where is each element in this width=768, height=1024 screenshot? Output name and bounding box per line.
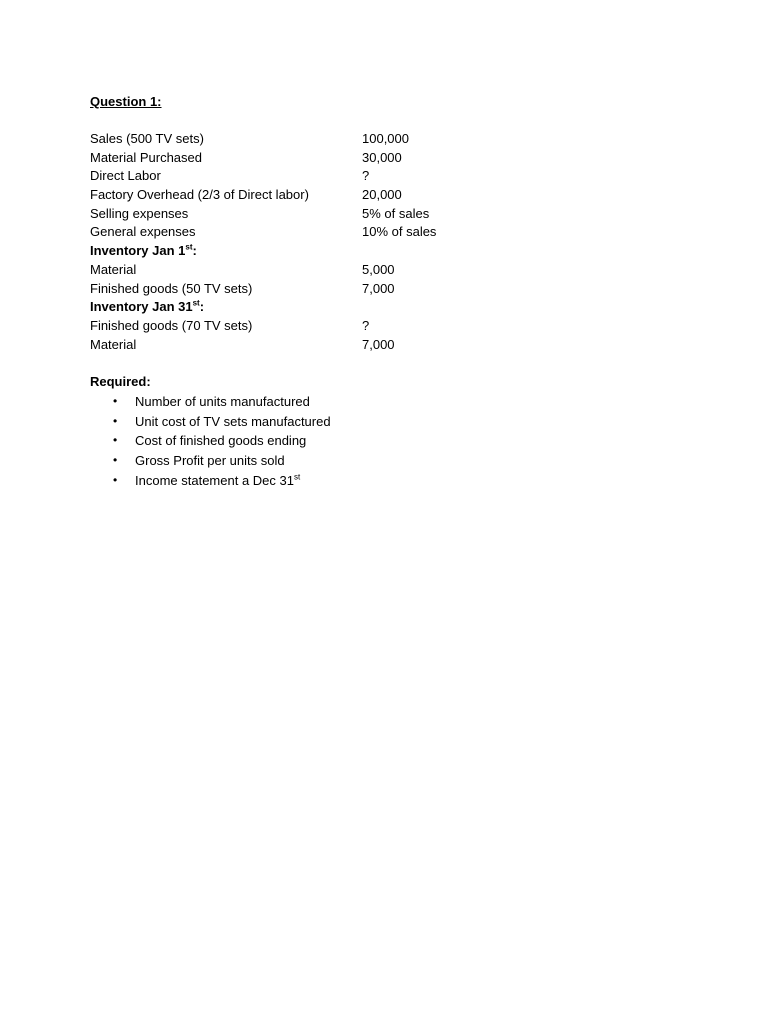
table-row — [90, 167, 550, 186]
item-main: Income statement a Dec 31 — [135, 472, 294, 488]
section-heading-inventory-jan-1 — [90, 242, 550, 261]
heading-superscript: st — [185, 242, 193, 252]
row-label: Selling expenses — [90, 205, 189, 221]
bullet-icon: • — [113, 453, 118, 468]
question-title: Question 1: — [90, 94, 162, 109]
bullet-icon: • — [113, 433, 118, 448]
heading-tail: : — [192, 243, 197, 259]
heading-tail: : — [199, 299, 205, 315]
table-row — [90, 186, 550, 205]
required-heading: Required: — [90, 374, 151, 389]
data-table — [90, 130, 550, 354]
table-row — [90, 261, 550, 280]
row-label: Sales (500 TV sets) — [90, 131, 204, 146]
row-value: 7,000 — [362, 280, 395, 296]
row-value: 5,000 — [362, 261, 395, 277]
table-row — [90, 317, 550, 336]
list-item-text: Gross Profit per units sold — [135, 453, 285, 469]
row-label: Finished goods (50 TV sets) — [90, 280, 253, 296]
list-item-text — [135, 471, 300, 491]
row-label: Factory Overhead (2/3 of Direct labor) — [90, 187, 309, 203]
heading-main: Inventory Jan 1 — [90, 243, 186, 259]
row-value: ? — [362, 317, 370, 333]
row-value: ? — [362, 168, 370, 184]
row-label: Material — [90, 261, 137, 277]
table-row — [90, 223, 550, 242]
row-label: General expenses — [90, 224, 196, 240]
row-value: 30,000 — [362, 149, 402, 165]
bullet-icon: • — [113, 394, 118, 408]
section-heading-inventory-jan-31 — [90, 298, 550, 317]
table-row — [90, 336, 550, 355]
list-item-text: Cost of finished goods ending — [135, 433, 307, 449]
heading-superscript: st — [192, 298, 200, 308]
row-value: 10% of sales — [362, 224, 437, 240]
bullet-icon: • — [113, 413, 118, 428]
row-label: Finished goods (70 TV sets) — [90, 317, 253, 333]
list-item-text: Unit cost of TV sets manufactured — [135, 413, 331, 429]
heading-main: Inventory Jan 31 — [90, 299, 193, 315]
row-value: 5% of sales — [362, 205, 430, 221]
section-heading-label — [90, 242, 197, 261]
row-value: 100,000 — [362, 131, 409, 146]
table-row — [90, 130, 550, 149]
section-heading-label — [90, 298, 204, 317]
row-label: Direct Labor — [90, 168, 161, 184]
table-row — [90, 205, 550, 224]
list-item-text: Number of units manufactured — [135, 394, 310, 409]
item-superscript: st — [293, 472, 301, 482]
row-label: Material — [90, 336, 137, 352]
table-row — [90, 280, 550, 299]
row-value: 20,000 — [362, 187, 402, 203]
table-row — [90, 149, 550, 168]
row-value: 7,000 — [362, 336, 395, 352]
row-label: Material Purchased — [90, 149, 202, 165]
bullet-icon: • — [113, 472, 118, 487]
